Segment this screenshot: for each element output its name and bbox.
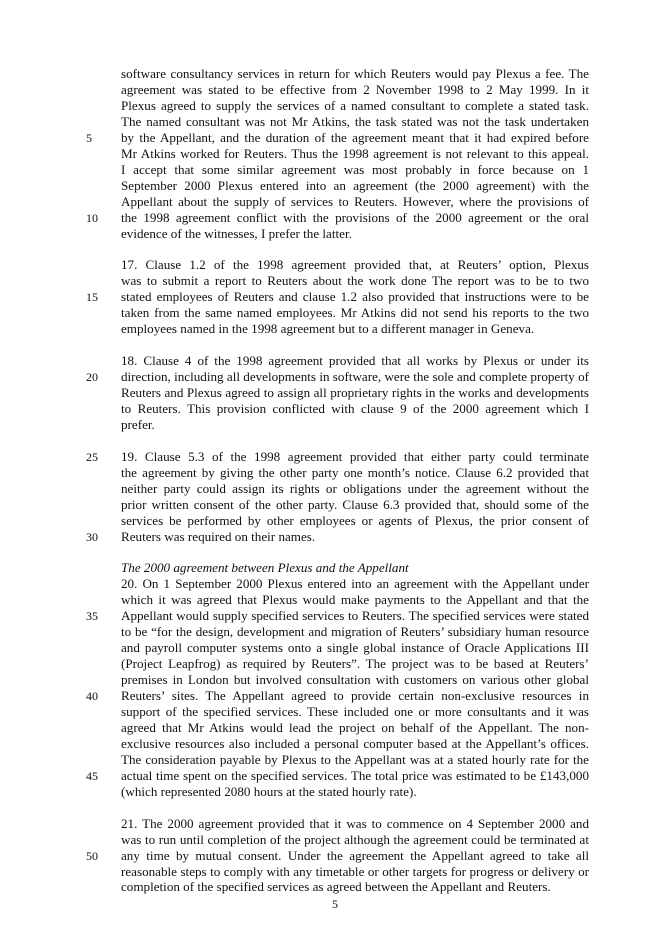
text-line: prior written consent of the other party. Clause 6.3 provided that, should some of the <box>121 496 589 512</box>
text-line: software consultancy services in return for which Reuters would pay Plexus a fee. The <box>121 66 589 81</box>
text-line: 19. Clause 5.3 of the 1998 agreement provided that either party could terminate <box>121 448 589 464</box>
text-line: Plexus agreed to supply the services of a named consultant to complete a stated task. <box>121 97 589 113</box>
text-line: was to run until completion of the project although the agreement could be terminated at <box>121 831 589 847</box>
text-line: 18. Clause 4 of the 1998 agreement provided that all works by Plexus or under its <box>121 353 589 369</box>
text-line: evidence of the witnesses, I prefer the latter. <box>121 225 352 241</box>
text-line: Reuters’ sites. The Appellant agreed to provide certain non-exclusive resources in <box>121 688 589 704</box>
text-line: direction, including all developments in software, were the sole and complete property of <box>121 369 589 385</box>
line-number: 15 <box>86 290 98 305</box>
text-line: which it was agreed that Plexus would make payments to the Appellant and that the <box>121 592 589 608</box>
text-line: was to submit a report to Reuters about the work done The report was to be to two <box>121 273 589 289</box>
line-number: 50 <box>86 848 98 863</box>
text-line: (Project Leapfrog) as required by Reuters”. The project was to be based at Reuters’ <box>121 656 589 672</box>
text-line: agreement was stated to be effective from 2 November 1998 to 2 May 1999. In it <box>121 81 589 97</box>
line-number: 40 <box>86 689 98 704</box>
text-line: services be performed by other employees or agents of Plexus, the prior consent of <box>121 512 589 528</box>
line-number: 10 <box>86 210 98 225</box>
text-line: neither party could assign its rights or obligations under the agreement without the <box>121 480 589 496</box>
line-number: 20 <box>86 370 98 385</box>
text-line: Reuters was required on their names. <box>121 528 316 544</box>
text-line: and payroll computer systems onto a single global instance of Oracle Applications III <box>121 640 589 656</box>
page-number: 5 <box>332 897 338 911</box>
line-number: 5 <box>86 130 92 145</box>
line-number: 35 <box>86 609 98 624</box>
line-number: 45 <box>86 768 98 783</box>
text-line: agreed that Mr Atkins would lead the project on behalf of the Appellant. The non- <box>121 719 589 735</box>
text-line: by the Appellant, and the duration of the agreement meant that it had expired before <box>121 129 589 145</box>
text-line: premises in London but involved consultation with customers on various other global <box>121 672 589 688</box>
text-line: Reuters and Plexus agreed to assign all proprietary rights in the works and developments <box>121 385 589 400</box>
text-line: to Reuters. This provision conflicted with clause 9 of the 2000 agreement which I <box>121 400 589 416</box>
text-line: Mr Atkins worked for Reuters. Thus the 1998 agreement is not relevant to this appeal. <box>121 145 589 161</box>
text-line: reasonable steps to comply with any timetable or other targets for progress or delivery or <box>121 863 589 879</box>
text-line: The consideration payable by Plexus to the Appellant was at a stated hourly rate for the <box>121 751 589 767</box>
text-line: the agreement by giving the other party one month’s notice. Clause 6.2 provided that <box>121 464 589 480</box>
text-line: September 2000 Plexus entered into an agreement (the 2000 agreement) with the <box>121 177 589 193</box>
text-line: actual time spent on the specified services. The total price was estimated to be £143,000 <box>121 767 589 783</box>
text-line: prefer. <box>121 416 155 432</box>
text-line: stated employees of Reuters and clause 1.2 also provided that instructions were to be <box>121 289 589 305</box>
text-line: The named consultant was not Mr Atkins, the task stated was not the task undertaken <box>121 113 589 129</box>
text-line: Appellant would supply specified services to Reuters. The specified services were stated <box>121 608 589 624</box>
text-line: to be “for the design, development and migration of Reuters’ subsidiary human resource <box>121 624 589 640</box>
line-number: 25 <box>86 449 98 464</box>
text-line: completion of the specified services as agreed between the Appellant and Reuters. <box>121 879 551 895</box>
text-line: exclusive resources also included a personal computer based at the Appellant’s offices. <box>121 735 589 751</box>
text-line: Appellant about the supply of services to Reuters. However, where the provisions of <box>121 193 589 209</box>
text-line: any time by mutual consent. Under the agreement the Appellant agreed to take all <box>121 847 589 863</box>
text-line: (which represented 2080 hours at the stated hourly rate). <box>121 783 417 799</box>
text-line: taken from the same named employees. Mr Atkins did not send his reports to the two <box>121 305 589 321</box>
text-line: support of the specified services. These included one or more consultants and it was <box>121 704 589 719</box>
section-heading: The 2000 agreement between Plexus and the Appellant <box>121 560 409 576</box>
line-number: 30 <box>86 529 98 544</box>
text-line: I accept that some similar agreement was most probably in force because on 1 <box>121 161 589 177</box>
text-line: the 1998 agreement conflict with the provisions of the 2000 agreement or the oral <box>121 209 589 225</box>
text-line: employees named in the 1998 agreement but to a different manager in Geneva. <box>121 321 535 337</box>
text-line: 21. The 2000 agreement provided that it was to commence on 4 September 2000 and <box>121 815 589 831</box>
text-line: 17. Clause 1.2 of the 1998 agreement provided that, at Reuters’ option, Plexus <box>121 257 589 273</box>
text-line: 20. On 1 September 2000 Plexus entered into an agreement with the Appellant under <box>121 576 589 592</box>
